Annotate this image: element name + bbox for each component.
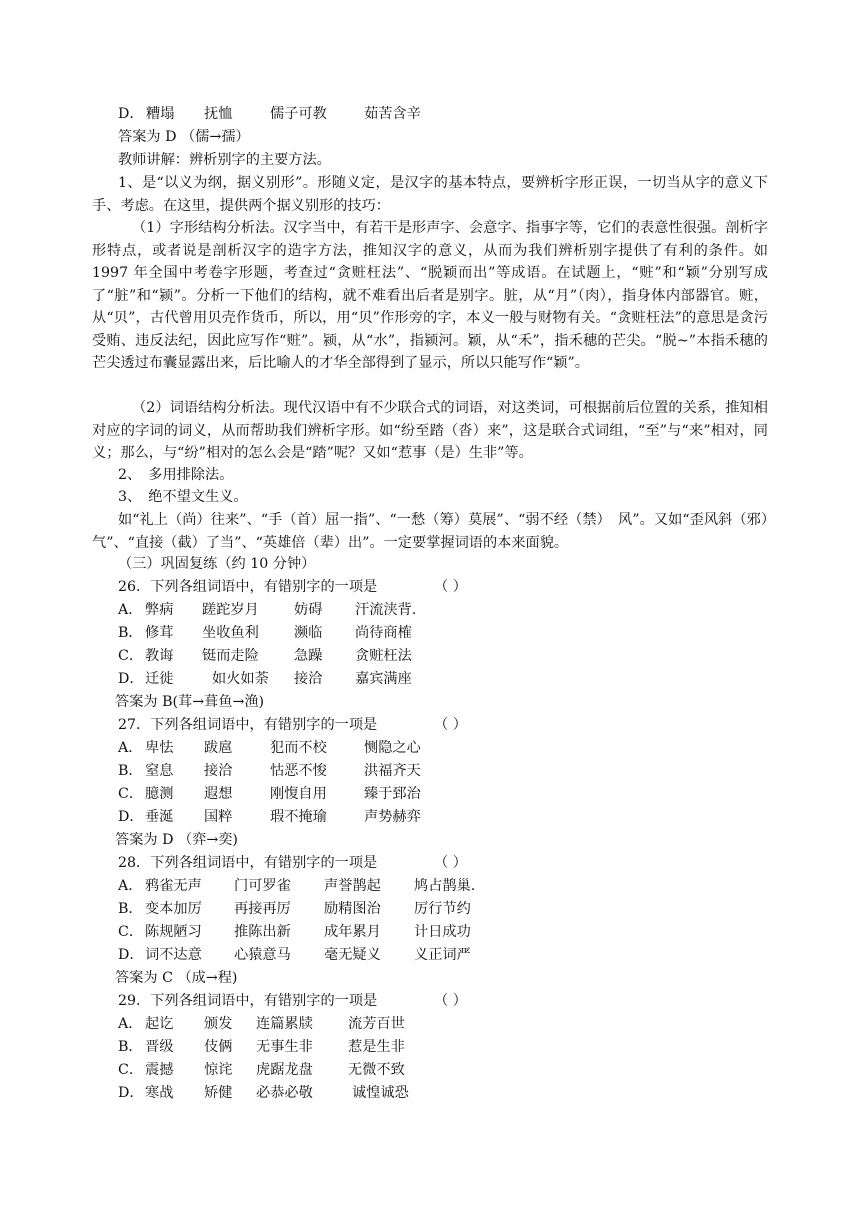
option-label: D． — [118, 947, 144, 963]
option-word-1: 臆测 — [145, 786, 174, 802]
question-27-stem: 27．下列各组词语中，有错别字的一项是 — [118, 717, 378, 733]
option-word-2: 遐想 — [204, 786, 233, 802]
option-word-1: 鸦雀无声 — [145, 878, 202, 894]
teacher-explanation: 教师讲解：辨析别字的主要方法。 — [118, 152, 331, 168]
method-3: 3、 绝不望文生义。 — [118, 489, 248, 505]
option-word-2: 矫健 — [204, 1085, 233, 1101]
option-word-3: 无事生非 — [256, 1039, 313, 1055]
option-word-1: 寒战 — [145, 1085, 174, 1101]
option-word-3: 儒子可教 — [270, 106, 327, 122]
option-word-4: 诚惶诚恐 — [352, 1085, 409, 1101]
option-word-3: 刚愎自用 — [270, 786, 327, 802]
option-word-4: 汗流浃背. — [355, 602, 417, 618]
top-answer: 答案为 D （儒→孺） — [118, 129, 250, 145]
option-label: D． — [118, 809, 144, 825]
option-word-1: 弊病 — [145, 602, 174, 618]
option-word-1: 起讫 — [145, 1016, 174, 1032]
option-word-3: 连篇累牍 — [256, 1016, 313, 1032]
question-28-stem: 28．下列各组词语中，有错别字的一项是 — [118, 855, 378, 871]
question-29-answer-blank: （ ） — [434, 993, 467, 1009]
question-27-answer-blank: （ ） — [434, 717, 467, 733]
option-word-2: 再接再厉 — [234, 901, 291, 917]
option-word-3: 濒临 — [294, 625, 323, 641]
option-word-3: 犯而不校 — [270, 740, 327, 756]
option-word-2: 惊诧 — [204, 1062, 233, 1078]
question-26-answer-blank: （ ） — [434, 579, 467, 595]
option-label: A． — [118, 740, 143, 756]
option-label: B． — [118, 763, 143, 779]
option-word-1: 窒息 — [145, 763, 174, 779]
question-28-answer: 答案为 C （成→程) — [115, 970, 238, 986]
option-word-4: 洪福齐天 — [364, 763, 421, 779]
option-label: A． — [118, 1016, 143, 1032]
method-2: 2、 多用排除法。 — [118, 467, 234, 483]
option-label: A． — [118, 878, 143, 894]
option-label: D． — [118, 671, 144, 687]
option-word-4: 厉行节约 — [414, 901, 471, 917]
option-label: C． — [118, 648, 144, 664]
method-1-technique-1: （1）字形结构分析法。汉字当中，有若干是形声字、会意字、指事字等，它们的表意性很强。剖析字形特点，或者说是剖析汉字的造字方法，推知汉字的意义，从而为我们辨析别字提供了有利的条件。如 1997 年全国中考卷字形题，考查过“贪赃枉法”、“脱颖而出”等成语。在试题上，“赃”和“颖”分别写成了“脏”和“颍”。分析一下他们的结构，就不难看出后者是别字。脏，从“月”（肉），指身体内部器官。赃，从“贝”，古代曾用贝壳作货币，所以，用“贝”作形旁的字，本义一般与财物有关。“贪赃枉法”的意思是贪污受贿、违反法纪，因此应写作“赃”。颍，从“水”，指颍河。颖，从“禾”，指禾穗的芒尖。“脱~”本指禾穗的芒尖透过布囊显露出来，后比喻人的才华全部得到了显示，所以只能写作“颖”。 — [92, 220, 768, 371]
option-word-4: 贪赃枉法 — [355, 648, 412, 664]
option-word-4: 茹苦含辛 — [364, 106, 421, 122]
option-word-3: 接洽 — [294, 671, 323, 687]
option-word-4: 计日成功 — [414, 924, 471, 940]
option-word-2: 如火如荼 — [212, 671, 269, 687]
option-word-3: 瑕不掩瑜 — [270, 809, 327, 825]
review-heading: （三）巩固复练（约 10 分钟） — [118, 556, 316, 572]
option-word-3: 怙恶不悛 — [270, 763, 327, 779]
option-word-3: 成年累月 — [324, 924, 381, 940]
option-word-1: 糟塌 — [146, 106, 175, 122]
option-word-4: 义正词严 — [414, 947, 471, 963]
option-word-3: 必恭必敬 — [256, 1085, 313, 1101]
option-word-4: 流芳百世 — [348, 1016, 405, 1032]
option-word-2: 接洽 — [204, 763, 233, 779]
option-word-1: 词不达意 — [145, 947, 202, 963]
option-word-1: 陈规陋习 — [145, 924, 202, 940]
option-word-3: 虎踞龙盘 — [256, 1062, 313, 1078]
option-word-4: 恻隐之心 — [364, 740, 421, 756]
option-word-4: 惹是生非 — [348, 1039, 405, 1055]
option-word-1: 震撼 — [145, 1062, 174, 1078]
method-1-paragraph: 1、是“以义为纲，据义别形”。形随义定，是汉字的基本特点，要辨析字形正误，一切当从字的意义下手、考虑。在这里，提供两个据义别形的技巧： — [92, 175, 768, 214]
option-word-3: 励精图治 — [324, 901, 381, 917]
option-word-2: 跋扈 — [204, 740, 233, 756]
option-label: B． — [118, 901, 143, 917]
option-word-2: 颁发 — [204, 1016, 233, 1032]
question-27-answer: 答案为 D （弈→奕) — [115, 832, 238, 848]
option-word-4: 尚待商榷 — [355, 625, 412, 641]
option-word-1: 变本加厉 — [145, 901, 202, 917]
option-word-4: 无微不致 — [348, 1062, 405, 1078]
question-26-stem: 26．下列各组词语中，有错别字的一项是 — [118, 579, 378, 595]
method-1-technique-2: （2）词语结构分析法。现代汉语中有不少联合式的词语，对这类词，可根据前后位置的关系，推知相对应的字词的词义，从而帮助我们辨析字形。如“纷至踏（沓）来”，这是联合式词组，“至”与“来”相对，同义；那么，与“纷”相对的怎么会是“踏”呢？又如“惹事（是）生非”等。 — [92, 400, 768, 461]
option-word-3: 急躁 — [294, 648, 323, 664]
option-label: D． — [118, 106, 144, 122]
option-label: D． — [118, 1085, 144, 1101]
option-word-1: 垂涎 — [145, 809, 174, 825]
option-word-2: 门可罗雀 — [234, 878, 291, 894]
option-word-3: 声誉鹊起 — [324, 878, 381, 894]
option-word-1: 卑怯 — [145, 740, 174, 756]
question-28-answer-blank: （ ） — [434, 855, 467, 871]
option-word-2: 心猿意马 — [234, 947, 291, 963]
option-word-2: 国粹 — [204, 809, 233, 825]
option-word-1: 迁徙 — [145, 671, 174, 687]
option-word-2: 推陈出新 — [234, 924, 291, 940]
option-label: C． — [118, 924, 144, 940]
option-word-2: 坐收鱼利 — [202, 625, 259, 641]
option-word-4: 声势赫弈 — [364, 809, 421, 825]
option-word-4: 臻于郅治 — [364, 786, 421, 802]
option-label: C． — [118, 786, 144, 802]
method-3-paragraph: 如“礼上（尚）往来”、“手（首）屈一指”、“一愁（筹）莫展”、“弱不经（禁） 风”。又如“歪风斜（邪）气”、“直接（截）了当”、“英雄倍（辈）出”。一定要掌握词语的本来面貌。 — [92, 512, 768, 551]
option-label: B． — [118, 625, 143, 641]
question-26-answer: 答案为 B(茸→葺鱼→渔) — [115, 694, 265, 710]
option-word-3: 毫无疑义 — [324, 947, 381, 963]
option-word-2: 铤而走险 — [202, 648, 259, 664]
option-word-4: 嘉宾满座 — [355, 671, 412, 687]
question-29-stem: 29．下列各组词语中，有错别字的一项是 — [118, 993, 378, 1009]
option-word-3: 妨碍 — [294, 602, 323, 618]
option-word-1: 修茸 — [145, 625, 174, 641]
option-label: C． — [118, 1062, 144, 1078]
option-label: B． — [118, 1039, 143, 1055]
option-word-2: 抚恤 — [204, 106, 233, 122]
option-word-4: 鸠占鹊巢. — [414, 878, 476, 894]
option-word-1: 晋级 — [145, 1039, 174, 1055]
option-word-2: 蹉跎岁月 — [202, 602, 259, 618]
option-word-1: 教诲 — [145, 648, 174, 664]
option-label: A． — [118, 602, 143, 618]
option-word-2: 伎俩 — [204, 1039, 233, 1055]
